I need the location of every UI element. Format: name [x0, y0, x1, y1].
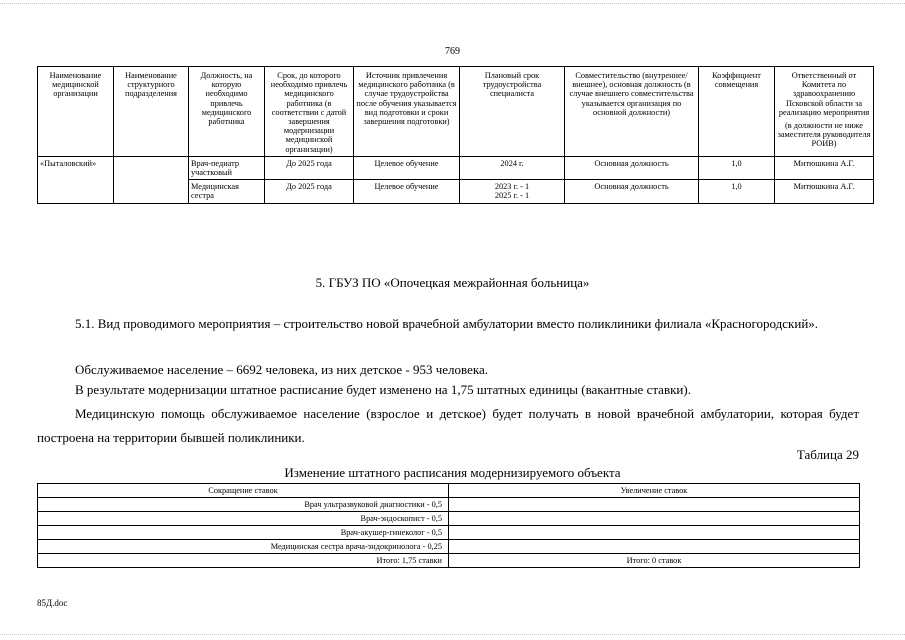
cell-total-increases: Итого: 0 ставок — [449, 554, 860, 568]
cell-responsible: Митюшкина А.Г. — [775, 180, 874, 203]
table-row — [38, 526, 860, 540]
cell-coefficient: 1,0 — [699, 156, 775, 179]
staffing-table-header-row — [38, 484, 860, 498]
cell-planned-term: 2024 г. — [460, 156, 565, 179]
header-responsible-text: Ответственный от Комитета по здравоохранению Псковской области за реализацию мероприятия — [778, 71, 870, 117]
staff-table — [37, 66, 874, 204]
header-cell-responsible — [775, 67, 874, 157]
cell-planned-term — [460, 180, 565, 203]
header-cell-coefficient: Коэффициент совмещения — [699, 67, 775, 157]
cell-reduction: Врач ультразвуковой диагностики - 0,5 — [38, 498, 449, 512]
cell-deadline: До 2025 года — [265, 156, 354, 179]
cell-position: Врач-педиатр участковый — [189, 156, 265, 179]
table-row — [38, 540, 860, 554]
header-cell-planned-term: Плановый срок трудоустройства специалиста — [460, 67, 565, 157]
cell-total-reductions: Итого: 1,75 ставки — [38, 554, 449, 568]
paragraph-population: Обслуживаемое население – 6692 человека, из них детское - 953 человека. — [75, 362, 489, 377]
paragraph-measure-type: 5.1. Вид проводимого мероприятия – строительство новой врачебной амбулатории вместо поликлиники филиала «Красногородский». — [75, 316, 819, 331]
cell-coefficient: 1,0 — [699, 180, 775, 203]
header-responsible-note: (в должности не ниже заместителя руководителя РОИВ) — [777, 121, 871, 149]
header-cell-increases: Увеличение ставок — [449, 484, 860, 498]
header-cell-reductions: Сокращение ставок — [38, 484, 449, 498]
cell-combination: Основная должность — [565, 180, 699, 203]
header-cell-combination: Совместительство (внутреннее/внешнее), основная должность (в случае внешнего совместительства указывается организация по основной должности) — [565, 67, 699, 157]
cell-deadline: До 2025 года — [265, 180, 354, 203]
footer-file-name: 85Д.doc — [37, 598, 68, 608]
section-heading: 5. ГБУЗ ПО «Опочецкая межрайонная больница» — [315, 275, 590, 290]
cell-increase — [449, 526, 860, 540]
cell-reduction: Медицинская сестра врача-эндокринолога - 0,25 — [38, 540, 449, 554]
cell-source: Целевое обучение — [354, 156, 460, 179]
header-cell-position: Должность, на которую необходимо привлечь медицинского работника — [189, 67, 265, 157]
paragraph-medical-care: Медицинскую помощь обслуживаемое население (взрослое и детское) будет получать в новой врачебной амбулатории, которая будет построена на территории бывшей поликлиники. — [37, 406, 859, 445]
cell-subdivision — [114, 156, 189, 203]
planned-term-line: 2023 г. - 1 — [494, 182, 530, 192]
scan-edge-top — [0, 3, 905, 4]
table-row — [38, 512, 860, 526]
cell-reduction: Врач-эндоскопист - 0,5 — [38, 512, 449, 526]
paragraph-staff-change: В результате модернизации штатное расписание будет изменено на 1,75 штатных единицы (вакантные ставки). — [75, 382, 691, 397]
table-row — [38, 156, 874, 179]
total-row — [38, 554, 860, 568]
staffing-change-table — [37, 483, 860, 568]
table-row — [38, 498, 860, 512]
cell-organization: «Пыталовский» — [38, 156, 114, 203]
cell-increase — [449, 540, 860, 554]
table-label: Таблица 29 — [796, 447, 859, 462]
header-cell-organization: Наименование медицинской организации — [38, 67, 114, 157]
header-cell-source: Источник привлечения медицинского работника (в случае трудоустройства после обучения указывается вид подготовки и сроки завершения подготовки) — [354, 67, 460, 157]
cell-responsible: Митюшкина А.Г. — [775, 156, 874, 179]
cell-increase — [449, 512, 860, 526]
planned-term-line: 2025 г. - 1 — [494, 191, 530, 201]
cell-source: Целевое обучение — [354, 180, 460, 203]
header-cell-deadline: Срок, до которого необходимо привлечь медицинского работника (в соответствии с датой завершения модернизации медицинской организации) — [265, 67, 354, 157]
scan-edge-bottom — [0, 634, 905, 635]
staff-table-header-row — [38, 67, 874, 157]
header-cell-subdivision: Наименование структурного подразделения — [114, 67, 189, 157]
cell-reduction: Врач-акушер-гинеколог - 0,5 — [38, 526, 449, 540]
table-title: Изменение штатного расписания модернизируемого объекта — [284, 465, 621, 480]
cell-combination: Основная должность — [565, 156, 699, 179]
page-number: 769 — [445, 46, 460, 57]
cell-position: Медицинская сестра — [189, 180, 265, 203]
cell-increase — [449, 498, 860, 512]
